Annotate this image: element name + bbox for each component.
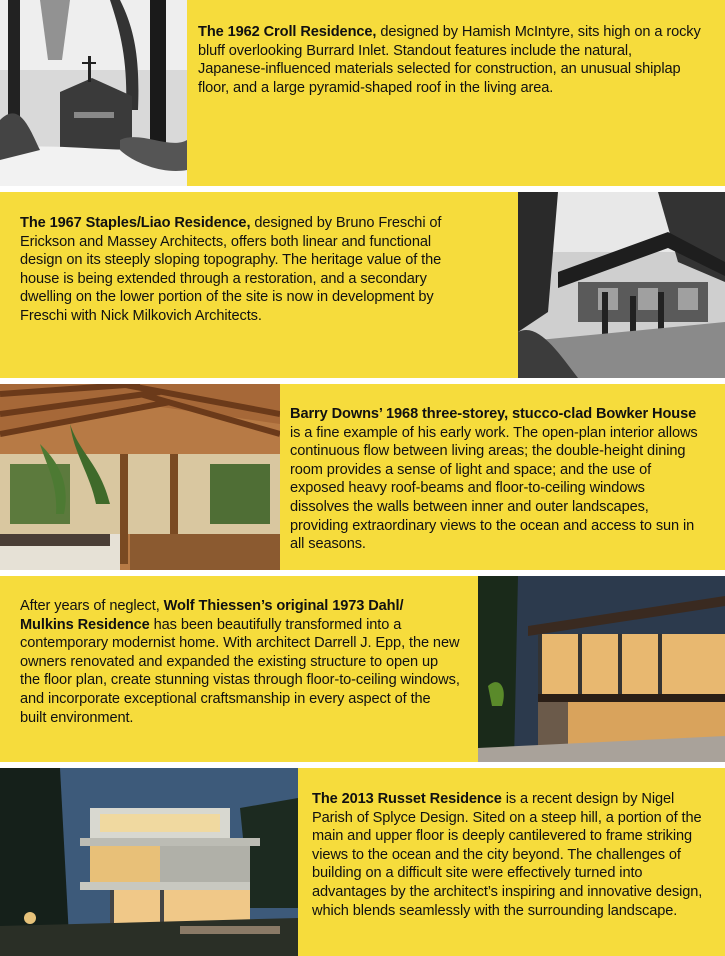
bowker-house-body: is a fine example of his early work. The open-plan interior allows continuous flow between living areas; the double-height dining room provides a sense of light and space; and the use of exposed heavy roof-beams and floor-to-ceiling windows dissolves the walls between inner and outer landscapes, providing extraordinary views to the ocean and access to sun in all seasons.	[290, 424, 698, 553]
staples-liao-residence-photo	[518, 192, 725, 378]
dahl-mulkins-residence-title: Wolf Thiessen’s original 1973 Dahl/ Mulkins Residence	[20, 598, 404, 633]
panel-russet-residence	[0, 768, 725, 956]
croll-residence-photo	[0, 0, 187, 186]
staples-liao-residence-text	[20, 214, 460, 326]
dahl-mulkins-residence-body: has been beautifully transformed into a contemporary modernist home. With architect Darrell J. Epp, the new owners renovated and expanded the existing structure to open up the floor plan, create stunning vistas through floor-to-ceiling windows, and incorporate exceptional craftsmanship in every aspect of the built environment.	[20, 616, 460, 726]
staples-liao-residence-body: designed by Bruno Freschi of Erickson and Massey Architects, offers both linear and functional design on its steeply sloping topography. The heritage value of the house is being extended through a restoration, and a secondary dwelling on the lower portion of the site is now in development by Freschi with Nick Milkovich Architects.	[20, 215, 442, 324]
bowker-house-text	[290, 405, 705, 554]
dahl-mulkins-residence-intro: After years of neglect,	[20, 598, 164, 614]
croll-residence-text	[198, 23, 703, 97]
croll-residence-title: The 1962 Croll Residence,	[198, 24, 377, 40]
russet-residence-text	[312, 790, 707, 920]
staples-liao-residence-title: The 1967 Staples/Liao Residence,	[20, 215, 251, 231]
russet-residence-body: is a recent design by Nigel Parish of Splyce Design. Sited on a steep hill, a portion of the main and upper floor is deeply cantilevered to frame striking views to the ocean and the city beyond. The challenges of building on a difficult site were effectively turned into advantages by the architect’s inspiring and innovative design, which blends seamlessly with the surrounding landscape.	[312, 791, 703, 919]
panel-staples-liao-residence	[0, 192, 725, 378]
russet-residence-title: The 2013 Russet Residence	[312, 791, 502, 807]
panel-dahl-mulkins-residence	[0, 576, 725, 762]
bowker-house-photo	[0, 384, 280, 570]
panel-croll-residence	[0, 0, 725, 186]
dahl-mulkins-residence-text	[20, 597, 460, 727]
russet-residence-photo	[0, 768, 298, 956]
croll-residence-body: designed by Hamish McIntyre, sits high on a rocky bluff overlooking Burrard Inlet. Standout features include the natural, Japanese-influenced materials selected for construction, an unusual shiplap floor, and a large pyramid-shaped roof in the living area.	[198, 24, 701, 96]
panel-bowker-house	[0, 384, 725, 570]
bowker-house-title: Barry Downs’ 1968 three-storey, stucco-clad Bowker House	[290, 406, 697, 422]
dahl-mulkins-residence-photo	[478, 576, 725, 762]
